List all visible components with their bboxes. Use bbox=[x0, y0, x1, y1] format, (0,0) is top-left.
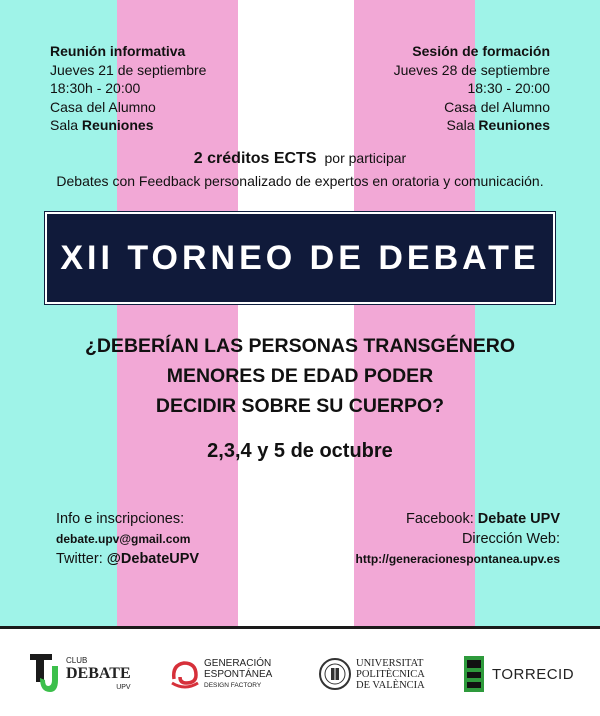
meeting-info bbox=[50, 42, 206, 135]
meeting-time: 18:30h - 20:00 bbox=[50, 80, 141, 96]
generacion-espontanea-mark-icon bbox=[170, 657, 200, 691]
club-line-3: UPV bbox=[116, 684, 131, 691]
gen-line-2: ESPONTÁNEA bbox=[204, 668, 273, 680]
torrecid-tower-icon bbox=[462, 654, 486, 694]
twitter-line bbox=[56, 549, 199, 569]
contact-info bbox=[56, 509, 199, 569]
question-line-3: DECIDIR SOBRE SU CUERPO? bbox=[155, 395, 445, 417]
torrecid-name: TORRECID bbox=[492, 665, 575, 683]
meeting-room bbox=[50, 116, 206, 135]
club-debate-mark-icon bbox=[28, 652, 62, 696]
meeting-room-prefix: Sala bbox=[50, 117, 79, 133]
training-info bbox=[394, 42, 550, 135]
white-stripe bbox=[238, 0, 354, 626]
info-label: Info e inscripciones: bbox=[56, 511, 185, 527]
torrecid-logo bbox=[462, 645, 574, 703]
question-line-1: ¿DEBERÍAN LAS PERSONAS TRANSGÉNERO bbox=[84, 335, 516, 357]
meeting-place: Casa del Alumno bbox=[50, 98, 156, 115]
training-title: Sesión de formación bbox=[412, 43, 550, 59]
training-place: Casa del Alumno bbox=[444, 98, 550, 115]
meeting-room-name: Reuniones bbox=[81, 117, 154, 133]
gen-line-3: DESIGN FACTORY bbox=[204, 681, 262, 689]
upv-line-1: UNIVERSITAT bbox=[356, 657, 424, 669]
upv-seal-icon bbox=[318, 657, 352, 691]
tournament-title: XII TORNEO DE DEBATE bbox=[60, 238, 540, 277]
twitter-handle[interactable]: @DebateUPV bbox=[106, 551, 200, 567]
credits-strong: 2 créditos ECTS bbox=[193, 150, 317, 167]
twitter-label: Twitter: bbox=[56, 551, 103, 567]
training-room-name: Reuniones bbox=[478, 117, 550, 133]
contact-email[interactable]: debate.upv@gmail.com bbox=[56, 532, 191, 546]
question-line-2: MENORES DE EDAD PODER bbox=[166, 365, 434, 387]
social-info bbox=[356, 509, 560, 569]
meeting-title: Reunión informativa bbox=[50, 43, 186, 59]
club-line-1: CLUB bbox=[66, 656, 88, 665]
credits-line bbox=[0, 150, 600, 168]
facebook-line bbox=[356, 509, 560, 529]
meeting-date: Jueves 21 de septiembre bbox=[50, 61, 207, 78]
club-line-2: DEBATE bbox=[66, 665, 131, 682]
gen-line-1: GENERACIÓN bbox=[204, 657, 272, 669]
facebook-name[interactable]: Debate UPV bbox=[477, 511, 560, 527]
training-date: Jueves 28 de septiembre bbox=[393, 61, 550, 78]
feedback-line: Debates con Feedback personalizado de expertos en oratoria y comunicación. bbox=[56, 173, 544, 189]
upv-logo bbox=[318, 645, 425, 703]
club-debate-logo bbox=[28, 645, 131, 703]
generacion-espontanea-logo bbox=[170, 645, 272, 703]
debate-question bbox=[0, 331, 600, 421]
upv-line-2: POLITÈCNICA bbox=[356, 668, 425, 680]
sponsor-logo-bar bbox=[0, 626, 600, 716]
training-room bbox=[394, 116, 550, 135]
credits-rest: por participar bbox=[324, 150, 407, 166]
training-time: 18:30 - 20:00 bbox=[467, 80, 550, 96]
title-banner bbox=[45, 212, 555, 304]
upv-line-3: DE VALÈNCIA bbox=[356, 679, 425, 691]
facebook-label: Facebook: bbox=[406, 511, 474, 527]
web-label: Dirección Web: bbox=[461, 531, 560, 547]
web-url[interactable]: http://generacionespontanea.upv.es bbox=[355, 552, 560, 566]
tournament-dates: 2,3,4 y 5 de octubre bbox=[207, 440, 393, 462]
training-room-prefix: Sala bbox=[446, 117, 475, 133]
